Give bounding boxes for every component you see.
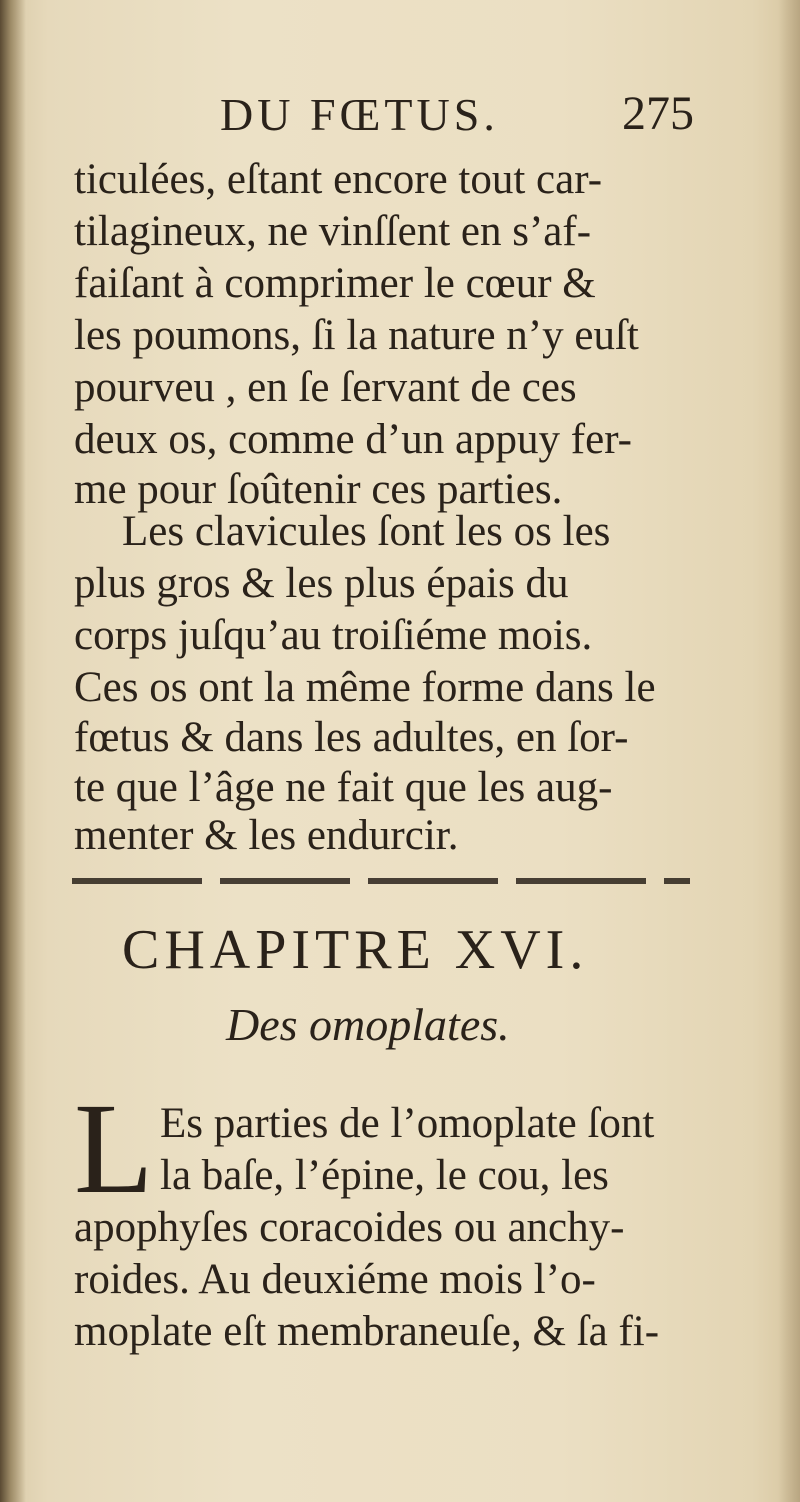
body-line: les poumons, ſi la nature n’y euſt	[74, 312, 639, 359]
body-line: menter & les endurcir.	[74, 812, 459, 859]
chapter-line: roides. Au deuxiéme mois l’o-	[74, 1256, 596, 1303]
body-line: tilagineux, ne vinſſent en s’af-	[74, 208, 592, 255]
body-line: Ces os ont la même forme dans le	[74, 664, 656, 711]
chapter-subtitle: Des omoplates.	[226, 999, 510, 1050]
body-line: me pour ſoûtenir ces parties.	[74, 466, 563, 513]
running-head: DU FŒTUS.	[220, 89, 499, 140]
chapter-title: CHAPITRE XVI.	[122, 919, 589, 981]
body-line: fœtus & dans les adultes, en ſor-	[74, 714, 629, 761]
page-number: 275	[622, 87, 694, 140]
chapter-line: la baſe, l’épine, le cou, les	[160, 1152, 609, 1199]
body-line: pourveu , en ſe ſervant de ces	[74, 364, 577, 411]
body-line: deux os, comme d’un appuy fer-	[74, 416, 632, 463]
body-line: ticulées, eſtant encore tout car-	[74, 156, 603, 203]
section-divider	[72, 878, 690, 884]
body-line-indented: Les clavicules ſont les os les	[122, 508, 611, 555]
body-line: corps juſqu’au troiſiéme mois.	[74, 612, 593, 659]
body-line: faiſant à comprimer le cœur &	[74, 260, 596, 307]
chapter-line: Es parties de l’omoplate ſont	[160, 1100, 655, 1147]
body-line: plus gros & les plus épais du	[74, 560, 569, 607]
chapter-line: apophyſes coracoides ou anchy-	[74, 1204, 625, 1251]
body-line: te que l’âge ne fait que les aug-	[74, 764, 613, 811]
drop-cap: L	[74, 1077, 154, 1221]
chapter-line: moplate eſt membraneuſe, & ſa fi-	[74, 1308, 660, 1355]
